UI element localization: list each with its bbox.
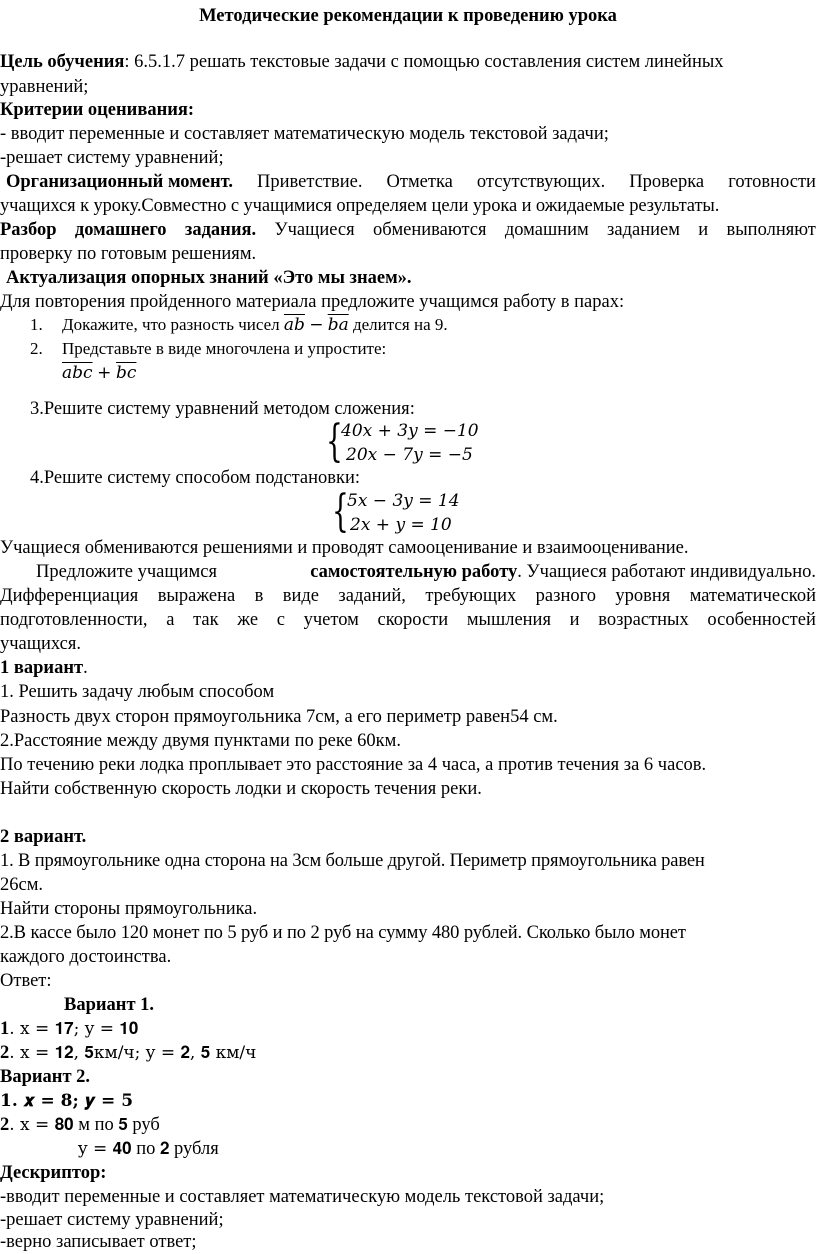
answer-variant-2-label: Вариант 2.	[0, 1067, 91, 1087]
descriptor-item: -вводит переменные и составляет математическую модель текстовой задачи;	[0, 1187, 605, 1207]
org-word: отсутствующих.	[476, 172, 606, 192]
independent-line-4: учащихся.	[0, 634, 81, 654]
org-word: Приветствие.	[257, 172, 363, 192]
actualization-label: Актуализация опорных знаний «Это мы знаем».	[6, 268, 412, 288]
independent-bold: самостоятельную работу	[310, 562, 518, 582]
independent-text: . Учащиеся работают индивидуально.	[517, 562, 816, 582]
variant-1-heading	[0, 656, 88, 680]
goal-text-1: : 6.5.1.7 решать текстовые задачи с помощью составления систем линейных	[124, 52, 724, 72]
independent-line-3	[0, 608, 816, 632]
word: выражена	[157, 586, 236, 606]
criteria-item: - вводит переменные и составляет математическую модель текстовой задачи;	[0, 124, 609, 144]
answer-expression: 𝟏. 𝒙 = 𝟖; 𝒚 = 𝟓	[0, 1091, 134, 1111]
variant-2-line: 2.В кассе было 120 монет по 5 руб и по 2 руб на сумму 480 рублей. Сколько было монет	[0, 923, 686, 943]
word: же	[237, 610, 259, 630]
plus-sign: +	[97, 363, 112, 383]
word: разного	[535, 586, 596, 606]
org-word: готовности	[728, 172, 816, 192]
word: скорости	[377, 610, 449, 630]
org-line-2: учащихся к уроку.Совместно с учащимися определяем цели урока и ожидаемые результаты.	[0, 196, 720, 216]
answer-number: 2	[0, 1115, 10, 1135]
system-2-equation-1: 5x − 3y = 14	[347, 491, 460, 511]
homework-word: обмениваются	[372, 220, 487, 240]
org-word: Отметка	[386, 172, 453, 192]
answer-text: рубля	[174, 1139, 219, 1159]
task-2-expression	[62, 361, 136, 385]
number-abc: $\overline{abc}$	[62, 363, 93, 383]
answer-variant-1-line-1	[0, 1017, 138, 1041]
task-1	[30, 313, 43, 337]
answer-expression: 𝟐	[159, 1139, 170, 1159]
variant-2-label: 2 вариант.	[0, 827, 87, 847]
homework-word: заданием	[607, 220, 680, 240]
variant-2-line: Найти стороны прямоугольника.	[0, 899, 258, 919]
answer-expression: y = 𝟒𝟎	[78, 1139, 132, 1159]
actualization-intro: Для повторения пройденного материала предложите учащимся работу в парах:	[0, 292, 625, 312]
criteria-label: Критерии оценивания:	[0, 100, 195, 120]
answer-text: м по	[78, 1115, 114, 1135]
answer-number: 1	[0, 1019, 10, 1039]
homework-label: задания.	[184, 220, 257, 240]
word: с	[276, 610, 285, 630]
descriptor-item: -решает систему уравнений;	[0, 1210, 224, 1230]
word: подготовленности,	[0, 610, 148, 630]
variant-1-line: 1. Решить задачу любым способом	[0, 682, 275, 702]
answer-variant-2-line-3	[78, 1137, 219, 1161]
task-2-text: Представьте в виде многочлена и упростите:	[62, 339, 387, 358]
number-bc: $\overline{bc}$	[116, 363, 137, 383]
answer-expression: 𝟓	[118, 1115, 128, 1135]
homework-label: домашнего	[74, 220, 167, 240]
goal-label: Цель обучения	[0, 52, 125, 72]
answer-variant-1-label: Вариант 1.	[64, 995, 155, 1015]
org-word: Проверка	[629, 172, 705, 192]
variant-2-line: каждого достоинства.	[0, 947, 172, 967]
page-title: Методические рекомендации к проведению урока	[199, 6, 617, 26]
homework-word: выполняют	[726, 220, 816, 240]
word: так	[193, 610, 219, 630]
answer-label: Ответ:	[0, 971, 52, 991]
descriptor-item: -верно записывает ответ;	[0, 1232, 197, 1252]
variant-1-line: Разность двух сторон прямоугольника 7см, а его периметр равен54 см.	[0, 707, 558, 727]
answer-text: руб	[132, 1115, 160, 1135]
independent-line-1	[36, 560, 816, 584]
word: требующих	[425, 586, 517, 606]
number-ab: $\overline{ab}$	[283, 315, 305, 335]
task-number: 2.	[30, 339, 43, 358]
system-1-equation-1: 40x + 3y = −10	[341, 421, 479, 441]
word: а	[166, 610, 175, 630]
word: заданий,	[338, 586, 406, 606]
task-number: 1.	[30, 315, 43, 334]
minus-sign: −	[309, 315, 324, 335]
variant-1-line: По течению реки лодка проплывает это расстояние за 4 часа, а против течения за 6 часов.	[0, 755, 707, 775]
task-1-tail: делится на 9.	[352, 315, 448, 334]
variant-2-line: 1. В прямоугольнике одна сторона на 3см больше другой. Периметр прямоугольника равен	[0, 851, 705, 871]
word: возрастных	[598, 610, 689, 630]
word: в	[254, 586, 264, 606]
system-2-equation-2: 2x + y = 10	[350, 515, 452, 535]
homework-word: домашним	[504, 220, 589, 240]
answer-expression: . x = 𝟖𝟎	[9, 1115, 74, 1135]
answer-text: по	[136, 1139, 156, 1159]
task-2	[30, 337, 43, 361]
word: учетом	[303, 610, 359, 630]
word: особенностей	[707, 610, 816, 630]
variant-1-line: 2.Расстояние между двумя пунктами по реке 60км.	[0, 731, 402, 751]
word: и	[569, 610, 580, 630]
word: математической	[689, 586, 816, 606]
system-1-equation-2: 20x − 7y = −5	[346, 445, 473, 465]
task-1-text	[62, 313, 448, 337]
task-3-text: 3.Решите систему уравнений методом сложения:	[30, 399, 415, 419]
goal-line-2: уравнений;	[0, 77, 89, 97]
system-brace: {	[326, 416, 343, 467]
homework-line-1	[0, 218, 816, 242]
word: мышления	[466, 610, 551, 630]
homework-word: и	[698, 220, 709, 240]
answer-variant-1-line-2	[0, 1041, 256, 1065]
answer-variant-2-line-1	[0, 1089, 133, 1113]
number-ba: $\overline{ba}$	[327, 315, 349, 335]
criteria-item: -решает систему уравнений;	[0, 148, 224, 168]
word: виде	[282, 586, 320, 606]
answer-number: 2	[0, 1043, 10, 1063]
variant-2-line: 26см.	[0, 875, 44, 895]
answer-variant-2-line-2	[0, 1113, 160, 1137]
system-brace: {	[332, 486, 349, 537]
independent-line-2	[0, 584, 816, 608]
variant-1-line: Найти собственную скорость лодки и скорость течения реки.	[0, 779, 482, 799]
actualization-after: Учащиеся обмениваются решениями и проводят самооценивание и взаимооценивание.	[0, 538, 689, 558]
org-label: Организационный момент.	[6, 172, 233, 192]
task-1-label: Докажите, что разность чисел	[62, 315, 280, 334]
goal-line-1	[0, 50, 724, 74]
homework-word: Учащиеся	[274, 220, 355, 240]
word: Дифференциация	[0, 586, 139, 606]
descriptor-label: Дескриптор:	[0, 1163, 107, 1183]
task-4-text: 4.Решите систему способом подстановки:	[30, 468, 361, 488]
independent-text: Предложите учащимся	[36, 562, 217, 582]
homework-label: Разбор	[0, 220, 57, 240]
org-line-1	[6, 170, 816, 194]
word: уровня	[615, 586, 671, 606]
answer-expression: . x = 𝟏𝟕; y = 𝟏𝟎	[9, 1019, 139, 1039]
answer-expression: . x = 𝟏𝟐, 𝟓км/ч; y = 𝟐, 𝟓 км/ч	[9, 1043, 257, 1063]
variant-1-dot: .	[83, 658, 88, 678]
variant-1-label: 1 вариант	[0, 658, 84, 678]
homework-line-2: проверку по готовым решениям.	[0, 244, 257, 264]
